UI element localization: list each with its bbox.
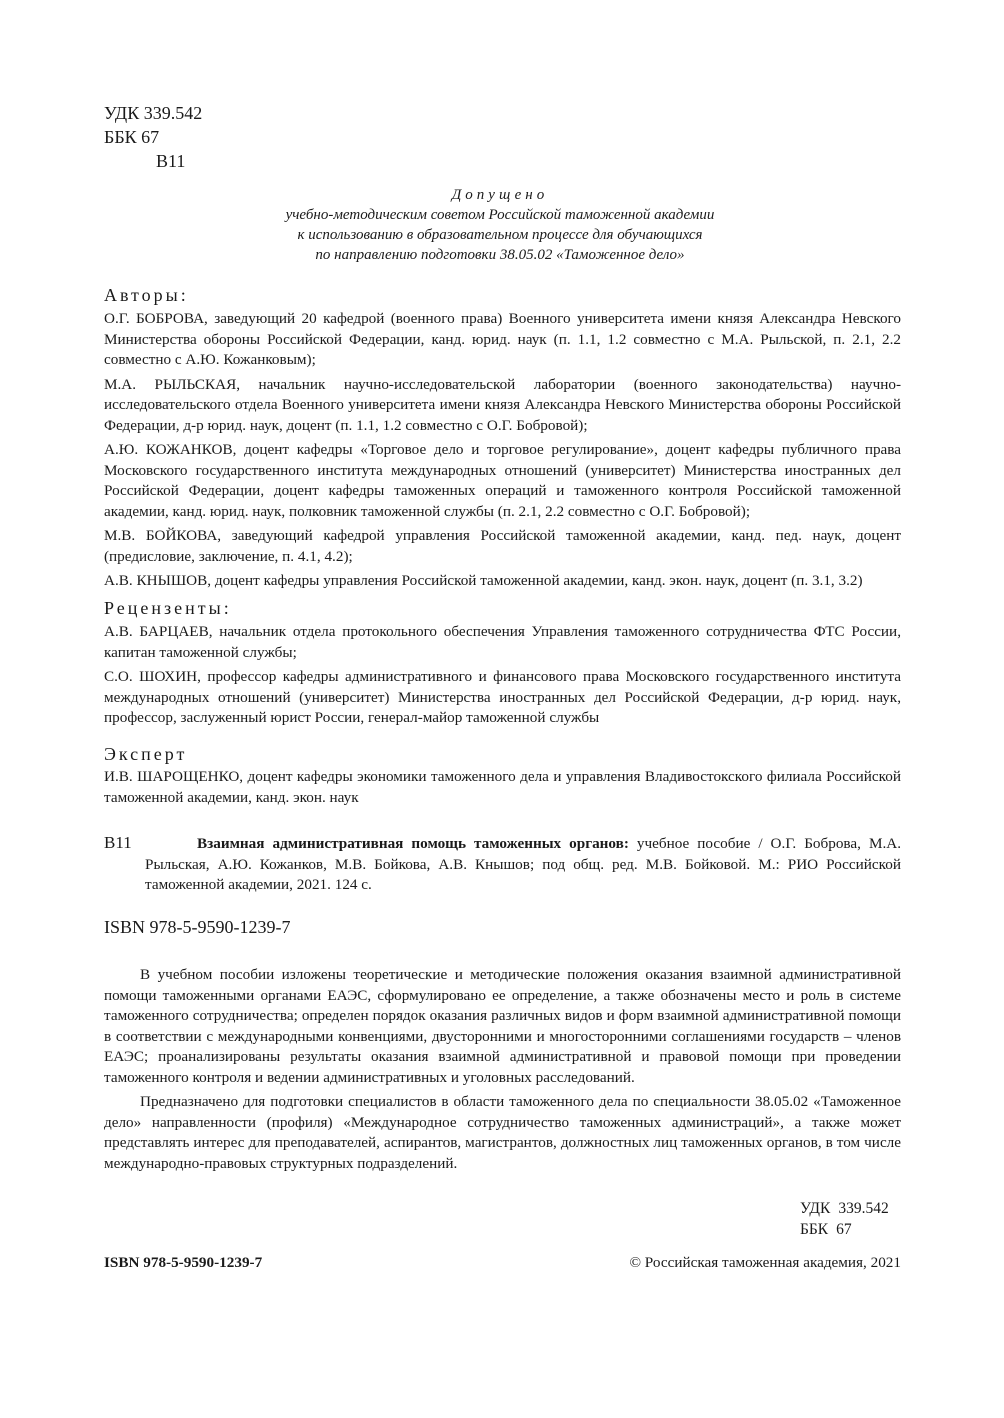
approval-heading: Допущено bbox=[451, 187, 549, 203]
isbn-line: ISBN 978-5-9590-1239-7 bbox=[104, 917, 291, 937]
bbk-value: 67 bbox=[836, 1221, 852, 1238]
author-entry: А.Ю. КОЖАНКОВ, доцент кафедры «Торговое дело и торговое регулирование», доцент кафедры публичного права Московского государственного института международных отношений (университет) Министерства иностранных дел Российской Федерации, доцент кафедры таможенных операций и таможенного контроля Российской таможенной академии, канд. юрид. наук, полковник таможенной службы (п. 2.1, 2.2 совместно с О.Г. Бобровой); bbox=[104, 441, 901, 520]
bibliographic-code: В11 bbox=[104, 833, 132, 852]
udk-value: 339.542 bbox=[838, 1200, 889, 1217]
bottom-classification-codes bbox=[800, 1198, 889, 1240]
authors-heading: Авторы: bbox=[104, 285, 189, 305]
expert-heading: Эксперт bbox=[104, 744, 188, 764]
classification-codes bbox=[104, 101, 202, 173]
author-mark: В11 bbox=[156, 151, 186, 171]
abstract-paragraph: Предназначено для подготовки специалистов в области таможенного дела по специальности 38.05.02 «Таможенное дело» направленности (профиля) «Международное сотрудничество таможенных администраций», а также может представлять интерес для преподавателей, аспирантов, магистрантов, должностных лиц таможенных органов, в том числе международно-правовых структурных подразделений. bbox=[104, 1093, 901, 1172]
bbk-code: ББК 67 bbox=[104, 127, 160, 147]
expert-list bbox=[104, 767, 901, 812]
bbk-label: ББК bbox=[800, 1221, 829, 1238]
bibliographic-record bbox=[104, 834, 901, 896]
approval-line: к использованию в образовательном процессе для обучающихся bbox=[297, 227, 703, 243]
approval-line: по направлению подготовки 38.05.02 «Таможенное дело» bbox=[315, 247, 685, 263]
udk-label: УДК bbox=[800, 1200, 831, 1217]
reviewers-heading: Рецензенты: bbox=[104, 598, 232, 618]
expert-entry: И.В. ШАРОЩЕНКО, доцент кафедры экономики таможенного дела и управления Владивостокского филиала Российской таможенной академии, канд. экон. наук bbox=[104, 768, 901, 806]
bottom-bbk bbox=[800, 1219, 889, 1240]
reviewers-list bbox=[104, 622, 901, 733]
bibliographic-details: учебное пособие / О.Г. Боброва, М.А. Рыльская, А.Ю. Кожанков, М.В. Бойкова, А.В. Кнышов; под общ. ред. М.В. Бойковой. М.: РИО Российской таможенной академии, 2021. 124 с. bbox=[145, 835, 902, 893]
bottom-udk bbox=[800, 1198, 889, 1219]
author-entry: О.Г. БОБРОВА, заведующий 20 кафедрой (военного права) Военного университета имени князя Александра Невского Министерства обороны Российской Федерации, канд. юрид. наук (п. 1.1, 1.2 совместно с М.А. Рыльской, п. 2.1, 2.2 совместно с А.Ю. Кожанковым); bbox=[104, 310, 901, 368]
book-title: Взаимная административная помощь таможенных органов: bbox=[197, 835, 629, 852]
author-entry: М.В. БОЙКОВА, заведующий кафедрой управления Российской таможенной академии, канд. пед. наук, доцент (предисловие, заключение, п. 4.1, 4.2); bbox=[104, 527, 901, 565]
author-entry: М.А. РЫЛЬСКАЯ, начальник научно-исследовательской лаборатории (военного законодательства) научно-исследовательского отдела Военного университета имени князя Александра Невского Министерства обороны Российской Федерации, д-р юрид. наук, доцент (п. 1.1, 1.2 совместно с О.Г. Бобровой); bbox=[104, 375, 901, 434]
footer-isbn: ISBN 978-5-9590-1239-7 bbox=[104, 1254, 263, 1271]
abstract-paragraph: В учебном пособии изложены теоретические и методические положения оказания взаимной административной помощи таможенными органами ЕАЭС, сформулировано ее определение, а также обозначены место и роль в системе таможенного сотрудничества; определен порядок оказания различных видов и форм взаимной административной помощи в соответствии с международными конвенциями, двусторонними и многосторонними соглашениями государств – членов ЕАЭС; проанализированы результаты оказания взаимной административной и правовой помощи при проведении таможенного контроля и ведении административных и уголовных расследований. bbox=[104, 966, 901, 1086]
authors-list bbox=[104, 309, 901, 596]
reviewer-entry: А.В. БАРЦАЕВ, начальник отдела протокольного обеспечения Управления таможенного сотрудничества ФТС России, капитан таможенной службы; bbox=[104, 623, 901, 661]
approval-statement bbox=[200, 185, 800, 265]
udk-code: УДК 339.542 bbox=[104, 103, 203, 123]
abstract bbox=[104, 965, 901, 1178]
copyright-notice: © Российская таможенная академия, 2021 bbox=[629, 1254, 901, 1271]
author-entry: А.В. КНЫШОВ, доцент кафедры управления Российской таможенной академии, канд. экон. наук, доцент (п. 3.1, 3.2) bbox=[104, 572, 863, 589]
bibliographic-text bbox=[145, 834, 901, 896]
approval-line: учебно-методическим советом Российской таможенной академии bbox=[285, 207, 715, 223]
reviewer-entry: С.О. ШОХИН, профессор кафедры административного и финансового права Московского государственного института международных отношений (университет) Министерства иностранных дел Российской Федерации, д-р юрид. наук, профессор, заслуженный юрист России, генерал-майор таможенной службы bbox=[104, 668, 901, 726]
